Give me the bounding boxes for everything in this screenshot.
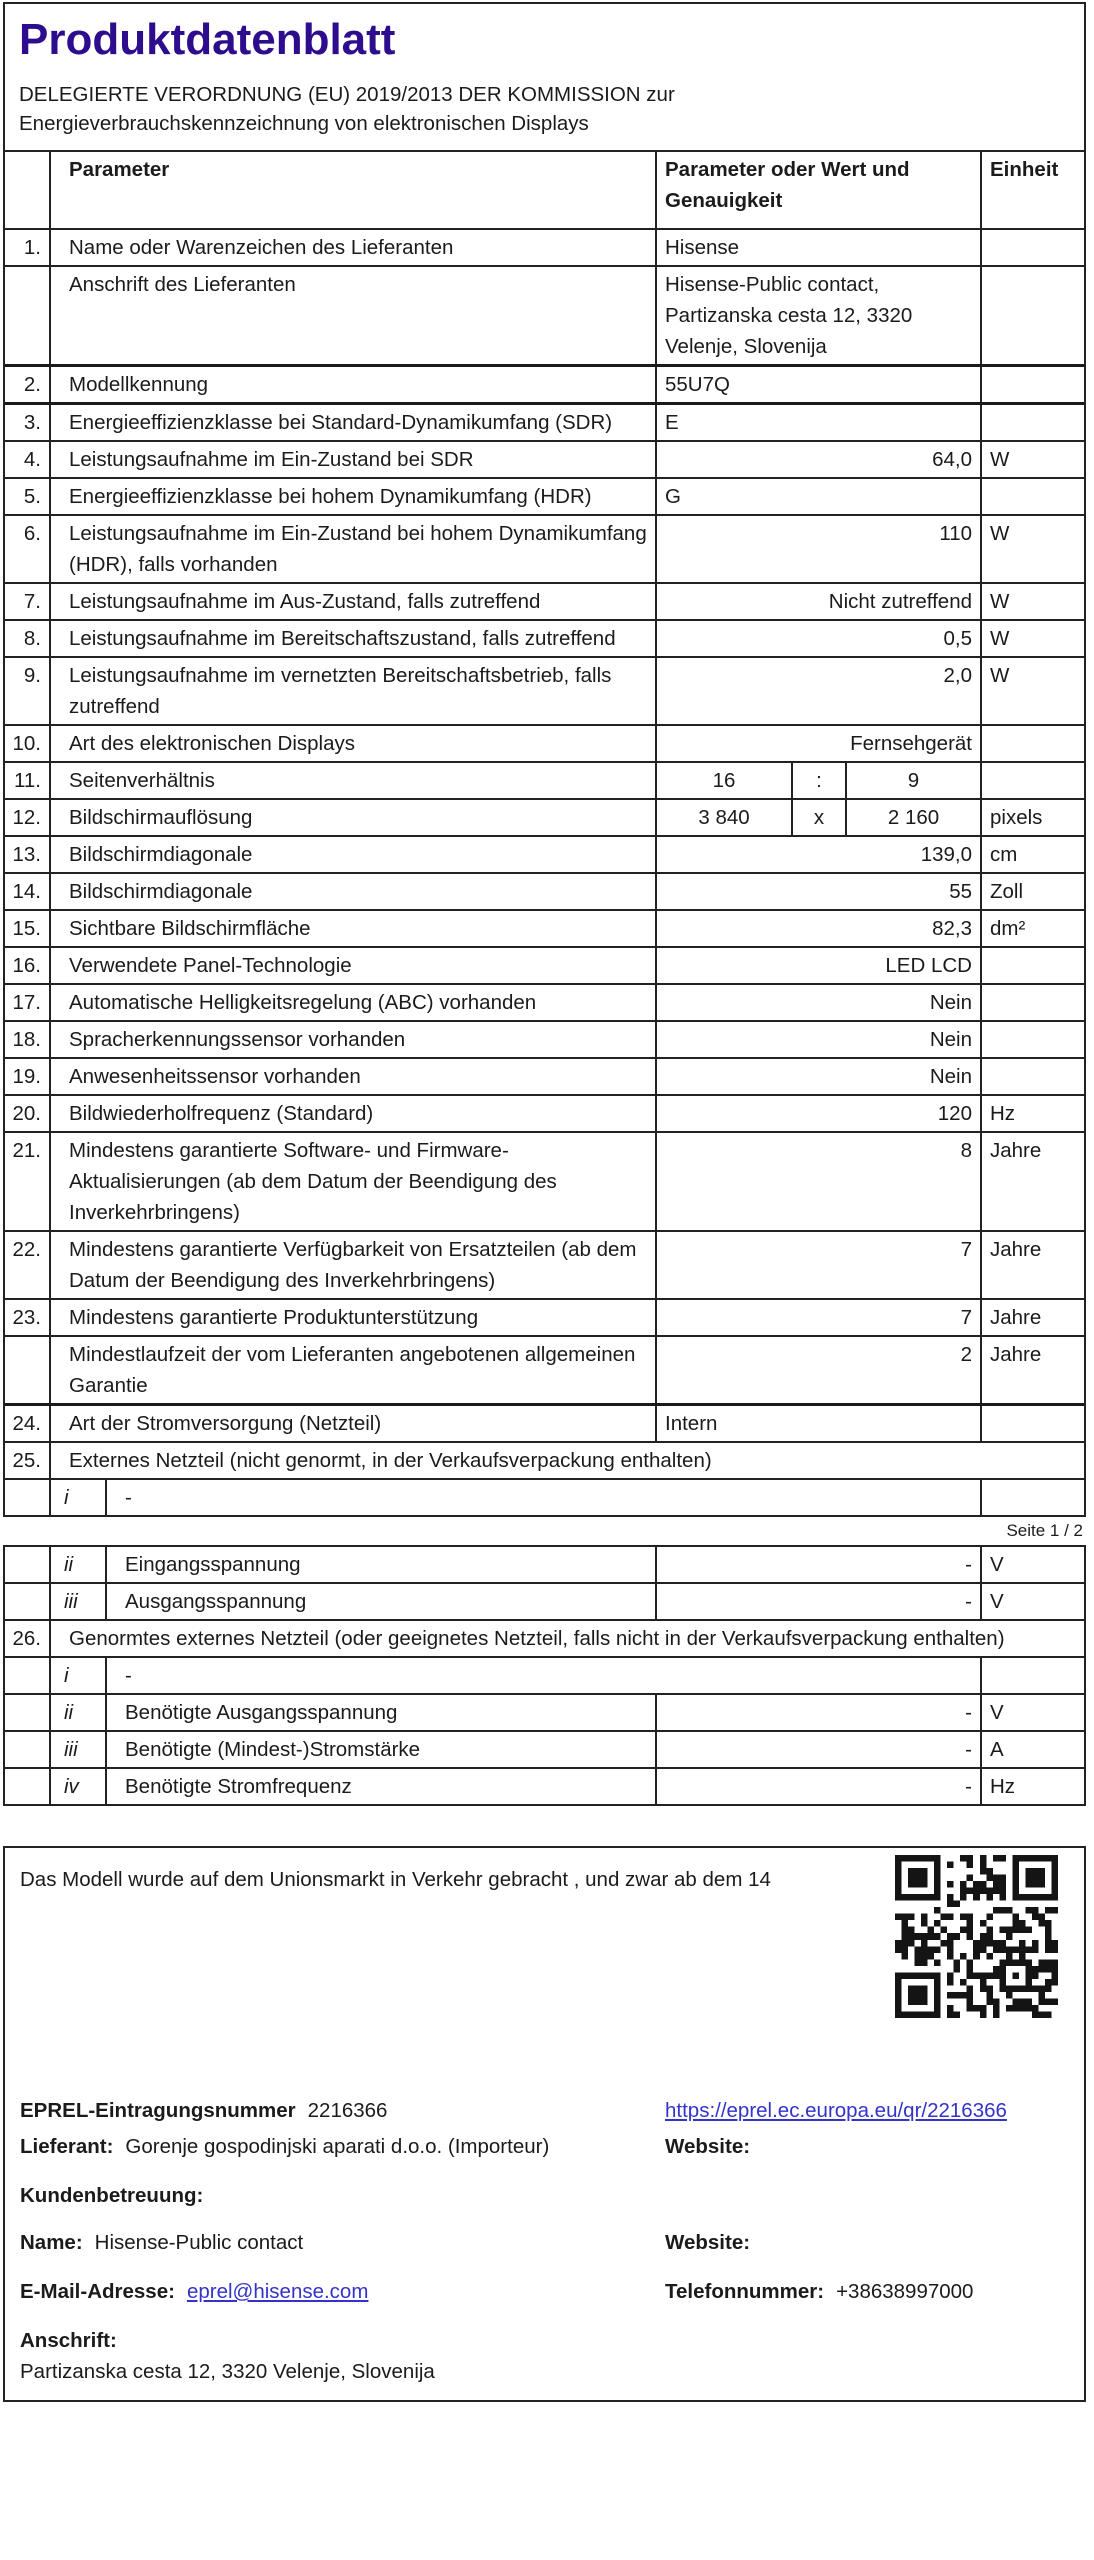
unit-cell: Jahre xyxy=(980,1232,1084,1298)
address-label-row xyxy=(20,2326,1068,2355)
table-row xyxy=(5,1020,1084,1057)
parameter-cell: Leistungsaufnahme im Aus-Zustand, falls zutreffend xyxy=(49,584,655,619)
email-label: E-Mail-Adresse: xyxy=(20,2279,175,2303)
title-block xyxy=(5,4,1084,150)
page-number: Seite 1 / 2 xyxy=(1006,1520,1083,1540)
parameter-cell: Art des elektronischen Displays xyxy=(49,726,655,761)
table-row xyxy=(5,946,1084,983)
unit-cell xyxy=(980,230,1084,265)
row-number-cell: 13. xyxy=(12,842,41,866)
unit-cell xyxy=(980,1658,1084,1693)
value-cell: 2 xyxy=(655,1337,980,1403)
unit-cell xyxy=(980,1480,1084,1515)
value-cell: 8 xyxy=(655,1133,980,1230)
parameter-cell: Automatische Helligkeitsregelung (ABC) vorhanden xyxy=(49,985,655,1020)
datasheet-table-page1 xyxy=(5,150,1084,1515)
row-number-cell xyxy=(5,267,49,364)
unit-cell: A xyxy=(980,1732,1084,1767)
row-number-cell: 12. xyxy=(12,805,41,829)
eprel-qr-link[interactable]: https://eprel.ec.europa.eu/qr/2216366 xyxy=(665,2098,1007,2122)
parameter-cell: Energieeffizienzklasse bei Standard-Dynamikumfang (SDR) xyxy=(49,405,655,440)
unit-cell xyxy=(980,985,1084,1020)
row-number-cell: 20. xyxy=(12,1101,41,1125)
table-row xyxy=(5,909,1084,946)
unit-cell: Jahre xyxy=(980,1300,1084,1335)
eprel-number: 2216366 xyxy=(307,2098,388,2122)
value-cell: 120 xyxy=(655,1096,980,1131)
unit-cell: W xyxy=(980,516,1084,582)
parameter-cell: Spracherkennungssensor vorhanden xyxy=(49,1022,655,1057)
unit-cell xyxy=(980,763,1084,798)
parameter-cell: Verwendete Panel-Technologie xyxy=(49,948,655,983)
unit-cell: dm² xyxy=(980,911,1084,946)
value-separator-cell: : xyxy=(791,763,845,798)
row-number-cell: 17. xyxy=(12,990,41,1014)
parameter-cell: Benötigte Stromfrequenz xyxy=(105,1769,655,1804)
value-cell: - xyxy=(655,1695,980,1730)
table-row xyxy=(5,228,1084,265)
roman-index-cell: iii xyxy=(49,1584,105,1619)
table-row xyxy=(5,983,1084,1020)
phone-label: Telefonnummer: xyxy=(665,2279,825,2303)
parameter-cell: Ausgangsspannung xyxy=(105,1584,655,1619)
row-number-cell: 10. xyxy=(12,731,41,755)
eprel-row xyxy=(20,2096,1068,2126)
table-row xyxy=(5,761,1084,798)
value-cell: Nein xyxy=(655,1022,980,1057)
table-row xyxy=(5,477,1084,514)
row-number-cell: 26. xyxy=(12,1626,41,1650)
subtitle-line-1: DELEGIERTE VERORDNUNG (EU) 2019/2013 DER KOMMISSION zur xyxy=(19,82,675,106)
row-number-cell: 22. xyxy=(12,1237,41,1261)
supplier-label: Lieferant: xyxy=(20,2134,114,2158)
name-value: Hisense-Public contact xyxy=(94,2230,304,2254)
value-cell: - xyxy=(655,1732,980,1767)
unit-cell: W xyxy=(980,584,1084,619)
table-row xyxy=(5,619,1084,656)
value-cell: 0,5 xyxy=(655,621,980,656)
row-number-cell: 3. xyxy=(23,410,41,434)
eprel-number-group xyxy=(20,2096,665,2126)
row-number-cell xyxy=(5,1480,49,1515)
value-first-cell: 16 xyxy=(655,763,791,798)
parameter-span-cell: Externes Netzteil (nicht genormt, in der Verkaufsverpackung enthalten) xyxy=(49,1443,1084,1478)
email-link[interactable]: eprel@hisense.com xyxy=(186,2279,369,2303)
supplier-value: Gorenje gospodinjski aparati d.o.o. (Importeur) xyxy=(125,2134,550,2158)
row-number-cell: 11. xyxy=(14,768,41,792)
parameter-cell: Bildschirmdiagonale xyxy=(49,837,655,872)
value-cell: LED LCD xyxy=(655,948,980,983)
table-row xyxy=(5,1441,1084,1478)
unit-cell xyxy=(980,1059,1084,1094)
parameter-cell: Mindestlaufzeit der vom Lieferanten angebotenen allgemeinen Garantie xyxy=(49,1337,655,1403)
qr-code xyxy=(895,1855,1058,2018)
unit-cell: Hz xyxy=(980,1096,1084,1131)
table-row xyxy=(5,1335,1084,1403)
unit-cell xyxy=(980,1406,1084,1441)
table-row xyxy=(5,1057,1084,1094)
parameter-cell: Mindestens garantierte Produktunterstützung xyxy=(49,1300,655,1335)
value-cell: E xyxy=(655,405,980,440)
page-title: Produktdatenblatt xyxy=(19,15,396,64)
row-number-cell xyxy=(5,1584,49,1619)
row-number-cell: 4. xyxy=(23,447,41,471)
unit-cell: cm xyxy=(980,837,1084,872)
row-number-cell: 14. xyxy=(12,879,41,903)
unit-cell: V xyxy=(980,1547,1084,1582)
row-number-cell: 25. xyxy=(12,1448,41,1472)
row-number-cell: 7. xyxy=(23,589,41,613)
table-row xyxy=(5,265,1084,364)
table-row xyxy=(5,656,1084,724)
unit-cell xyxy=(980,948,1084,983)
email-row xyxy=(20,2277,1068,2306)
parameter-cell: Eingangsspannung xyxy=(105,1547,655,1582)
value-cell: 64,0 xyxy=(655,442,980,477)
roman-index-cell: i xyxy=(49,1658,105,1693)
table-row xyxy=(5,1693,1084,1730)
parameter-cell: Leistungsaufnahme im Ein-Zustand bei hohem Dynamikumfang (HDR), falls vorhanden xyxy=(49,516,655,582)
parameter-cell: Benötigte Ausgangsspannung xyxy=(105,1695,655,1730)
row-number-cell: 9. xyxy=(23,663,41,687)
value-second-cell: 9 xyxy=(845,763,980,798)
parameter-cell: Bildschirmauflösung xyxy=(49,800,655,835)
row-number-cell: 8. xyxy=(23,626,41,650)
value-cell: 110 xyxy=(655,516,980,582)
eprel-info-box xyxy=(3,1846,1086,2402)
address-value-row xyxy=(20,2357,1068,2386)
row-number-cell xyxy=(5,1732,49,1767)
row-number-cell: 15. xyxy=(12,916,41,940)
regulation-subtitle xyxy=(19,80,1070,138)
parameter-cell: Leistungsaufnahme im Ein-Zustand bei SDR xyxy=(49,442,655,477)
row-number-cell: 6. xyxy=(23,521,41,545)
unit-cell xyxy=(980,267,1084,364)
value-cell: 55 xyxy=(655,874,980,909)
value-cell: G xyxy=(655,479,980,514)
value-cell: Nein xyxy=(655,1059,980,1094)
table-row xyxy=(5,1767,1084,1804)
table-row xyxy=(5,1730,1084,1767)
table-row xyxy=(5,872,1084,909)
name-label: Name: xyxy=(20,2230,83,2254)
value-cell: Hisense-Public contact, Partizanska cesta 12, 3320 Velenje, Slovenija xyxy=(655,267,980,364)
unit-cell xyxy=(980,405,1084,440)
unit-header-cell: Einheit xyxy=(980,152,1084,228)
parameter-cell: Energieeffizienzklasse bei hohem Dynamikumfang (HDR) xyxy=(49,479,655,514)
parameter-cell: Benötigte (Mindest-)Stromstärke xyxy=(105,1732,655,1767)
supplier-row xyxy=(20,2132,1068,2161)
value-separator-cell: x xyxy=(791,800,845,835)
value-cell: 7 xyxy=(655,1300,980,1335)
value-cell: Hisense xyxy=(655,230,980,265)
table-row xyxy=(5,835,1084,872)
table-row xyxy=(5,1656,1084,1693)
row-number-cell xyxy=(5,1695,49,1730)
value-cell: Nicht zutreffend xyxy=(655,584,980,619)
page1-sheet xyxy=(3,2,1086,1517)
subtitle-line-2: Energieverbrauchskennzeichnung von elektronischen Displays xyxy=(19,111,589,135)
phone-value: +38638997000 xyxy=(836,2279,974,2303)
value-header-cell: Parameter oder Wert und Genauigkeit xyxy=(655,152,980,228)
roman-index-cell: iii xyxy=(49,1732,105,1767)
parameter-cell: Bildschirmdiagonale xyxy=(49,874,655,909)
row-number-cell xyxy=(5,1658,49,1693)
value-cell: - xyxy=(655,1547,980,1582)
table-header-row xyxy=(5,152,1084,228)
table-row xyxy=(5,1619,1084,1656)
table-row xyxy=(5,1131,1084,1230)
customer-care-label: Kundenbetreuung: xyxy=(20,2183,204,2207)
table-row xyxy=(5,402,1084,440)
unit-cell: W xyxy=(980,658,1084,724)
table-row xyxy=(5,1478,1084,1515)
row-number-cell: 24. xyxy=(12,1411,41,1435)
website-label-1: Website: xyxy=(665,2134,751,2158)
row-number-cell: 18. xyxy=(12,1027,41,1051)
unit-cell xyxy=(980,479,1084,514)
value-cell: 55U7Q xyxy=(655,367,980,402)
unit-cell xyxy=(980,367,1084,402)
parameter-cell: Anwesenheitssensor vorhanden xyxy=(49,1059,655,1094)
market-statement: Das Modell wurde auf dem Unionsmarkt in Verkehr gebracht , und zwar ab dem 14 xyxy=(20,1867,771,1891)
parameter-cell: Mindestens garantierte Software- und Firmware-Aktualisierungen (ab dem Datum der Beendigung des Inverkehrbringens) xyxy=(49,1133,655,1230)
roman-index-cell: ii xyxy=(49,1547,105,1582)
address-label: Anschrift: xyxy=(20,2328,117,2352)
unit-cell: V xyxy=(980,1695,1084,1730)
contact-name-row xyxy=(20,2228,1068,2257)
eprel-label: EPREL-Eintragungsnummer xyxy=(20,2098,296,2122)
table-row xyxy=(5,1298,1084,1335)
row-number-cell: 19. xyxy=(12,1064,41,1088)
table-row xyxy=(5,364,1084,402)
parameter-cell: Name oder Warenzeichen des Lieferanten xyxy=(49,230,655,265)
table-row xyxy=(5,1403,1084,1441)
parameter-cell: Seitenverhältnis xyxy=(49,763,655,798)
roman-index-cell: iv xyxy=(49,1769,105,1804)
row-number-cell: 23. xyxy=(12,1305,41,1329)
table-row xyxy=(5,1094,1084,1131)
parameter-cell: Sichtbare Bildschirmfläche xyxy=(49,911,655,946)
row-number-cell: 21. xyxy=(12,1138,41,1162)
parameter-cell: Leistungsaufnahme im Bereitschaftszustand, falls zutreffend xyxy=(49,621,655,656)
value-first-cell: 3 840 xyxy=(655,800,791,835)
value-cell: 7 xyxy=(655,1232,980,1298)
table-row xyxy=(5,1230,1084,1298)
parameter-header-cell: Parameter xyxy=(49,152,655,228)
value-second-cell: 2 160 xyxy=(845,800,980,835)
parameter-cell: Anschrift des Lieferanten xyxy=(49,267,655,364)
row-number-cell xyxy=(5,1547,49,1582)
parameter-cell: Modellkennung xyxy=(49,367,655,402)
website-label-2: Website: xyxy=(665,2230,751,2254)
roman-index-cell: ii xyxy=(49,1695,105,1730)
value-cell: 2,0 xyxy=(655,658,980,724)
parameter-cell: Art der Stromversorgung (Netzteil) xyxy=(49,1406,655,1441)
table-row xyxy=(5,1582,1084,1619)
unit-cell: Hz xyxy=(980,1769,1084,1804)
parameter-cell: - xyxy=(105,1658,980,1693)
page-gap xyxy=(3,1806,1086,1846)
parameter-span-cell: Genormtes externes Netzteil (oder geeignetes Netzteil, falls nicht in der Verkaufsverpackung enthalten) xyxy=(49,1621,1084,1656)
unit-cell: pixels xyxy=(980,800,1084,835)
row-number-cell: 5. xyxy=(23,484,41,508)
table-row xyxy=(5,514,1084,582)
table-row xyxy=(5,440,1084,477)
parameter-cell: Leistungsaufnahme im vernetzten Bereitschaftsbetrieb, falls zutreffend xyxy=(49,658,655,724)
row-number-cell: 2. xyxy=(23,372,41,396)
value-cell: Intern xyxy=(655,1406,980,1441)
unit-cell xyxy=(980,726,1084,761)
roman-index-cell: i xyxy=(49,1480,105,1515)
unit-cell: W xyxy=(980,621,1084,656)
parameter-cell: Mindestens garantierte Verfügbarkeit von Ersatzteilen (ab dem Datum der Beendigung des Inverkehrbringens) xyxy=(49,1232,655,1298)
customer-care-row xyxy=(20,2181,1068,2210)
value-cell: Fernsehgerät xyxy=(655,726,980,761)
parameter-cell: - xyxy=(105,1480,980,1515)
table-row xyxy=(5,798,1084,835)
value-cell: - xyxy=(655,1769,980,1804)
unit-cell: Jahre xyxy=(980,1133,1084,1230)
row-number-cell: 1. xyxy=(23,235,41,259)
parameter-cell: Bildwiederholfrequenz (Standard) xyxy=(49,1096,655,1131)
table-row xyxy=(5,582,1084,619)
value-cell: Nein xyxy=(655,985,980,1020)
unit-cell: Zoll xyxy=(980,874,1084,909)
table-row xyxy=(5,724,1084,761)
value-cell: 139,0 xyxy=(655,837,980,872)
datasheet-table-page2 xyxy=(3,1545,1086,1806)
unit-cell: Jahre xyxy=(980,1337,1084,1403)
unit-cell xyxy=(980,1022,1084,1057)
value-cell: - xyxy=(655,1584,980,1619)
value-cell: 82,3 xyxy=(655,911,980,946)
unit-cell: V xyxy=(980,1584,1084,1619)
table-row xyxy=(5,1547,1084,1582)
address-value: Partizanska cesta 12, 3320 Velenje, Slovenija xyxy=(20,2359,435,2383)
row-number-cell xyxy=(5,1337,49,1403)
row-number-cell xyxy=(5,1769,49,1804)
unit-cell: W xyxy=(980,442,1084,477)
row-number-cell xyxy=(5,152,49,228)
row-number-cell: 16. xyxy=(12,953,41,977)
